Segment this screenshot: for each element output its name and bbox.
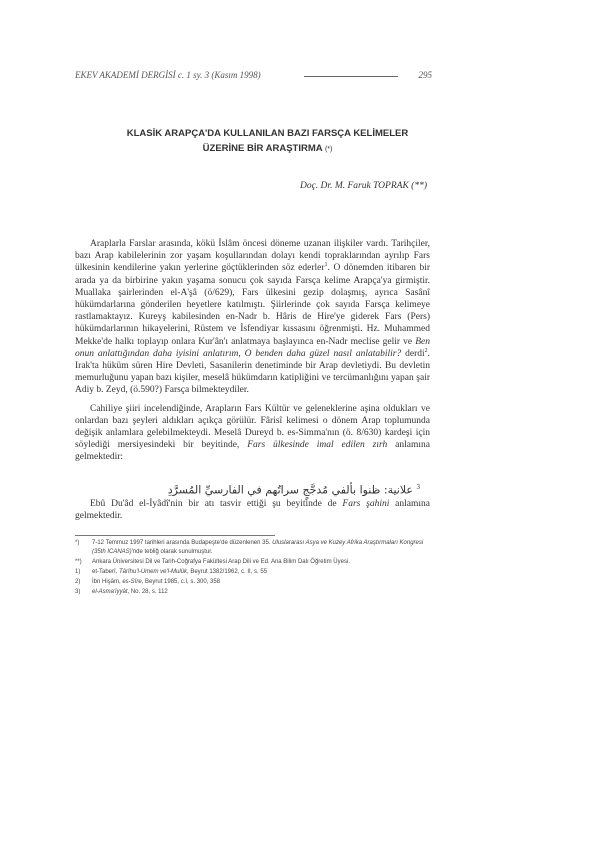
article-title bbox=[95, 126, 440, 157]
p2-text-b: anlamına gelmektedir: bbox=[75, 440, 430, 463]
paragraph-2 bbox=[75, 403, 430, 464]
footnote-ref-2: 2 bbox=[424, 347, 428, 354]
title-line-2 bbox=[95, 141, 440, 157]
p1-text-d: . Irak'ta hüküm süren Hire Devleti, Sasanilerin denetiminde bir Arap devletiydi. Bu devletin memurluğunu yapan bazı kişiler, meselâ hükümdarın katipliğini ve tercümanlığını yapan şair Adiy b. Zeyd, (ö.590?) Farsça bilmekteydiler. bbox=[75, 348, 430, 396]
p3-quote: Fars şahini bbox=[342, 499, 390, 509]
footnote bbox=[75, 539, 435, 556]
footnotes bbox=[75, 539, 435, 598]
p1-text-b: . O dönemden itibaren bir arada ya da birbirine yakın yaşama sonucu çok sayıda Farsça kelime Arapça'ya girmiştir. Muallaka şairlerinden el-A'şâ (ö/629), Fars ülkesini gezip dolaşmış, ayrıca Sasânî hükümdarlarına gönderilen heyetlere katılmıştı. Şiirlerinde çok sayıda Farsça kelimeye rastlamaktayız. Kureyş kabilesinden en-Nadr b. Hâris de Hire'ye giderek Fars (Pers) hükümdarlarının hikayelerini, Rüstem ve İsfendiyar kıssasını öğrenmişti. Hz. Muhammed Mekke'de halkı toplayıp onlara Kur'ân'ı anlatmaya başlayınca en-Nadr meclise gelir ve bbox=[75, 263, 430, 347]
footnote-mark: 2) bbox=[75, 578, 81, 585]
footnote-text: İbn Hişâm, bbox=[92, 578, 123, 585]
footnote bbox=[75, 568, 435, 577]
p1-text-a: Araplarla Farslar arasında, kökü İslâm öncesi döneme uzanan ilişkiler vardı. Tarihçiler, bazı Arap kabilelerinin zor yaşam koşullarından dolayı kendi topraklarından ayrılıp Fars ülkesinin kendilerine yakın yerlerine göçtüklerinden söz ederler bbox=[75, 239, 430, 274]
title-line-2-text: ÜZERİNE BİR ARAŞTIRMA bbox=[202, 143, 323, 154]
p2-text-a: Cahiliye şiiri incelendiğinde, Arapların Fars Kültür ve geleneklerine aşina oldukları ve onlardan bazı şeyleri aldıkları açıkça görülür. Fârisî kelimesi o dönem Arap toplumunda değişik anlamlara gelebilmekteydi. Meselâ Dureyd b. es-Simma'nın (ö. 8/630) kardeşi için söylediği mersiyesindeki bir beyitinde, bbox=[75, 403, 430, 451]
footnote-text-end: , Beyrut 1382/1962, c. II, s. 55 bbox=[186, 568, 268, 575]
footnote-italic: Uluslararası Asya ve Kuzey Afrika Araştırmaları Kongresi (35th ICANAS) bbox=[92, 540, 424, 555]
footnote-ref-1: 1 bbox=[324, 262, 328, 269]
footnote-text-end: , No. 28, s. 112 bbox=[127, 588, 168, 595]
footnote bbox=[75, 578, 435, 587]
footnote-text-end: , Beyrut 1985, c.I, s. 300, 358 bbox=[141, 578, 221, 585]
page-number: 295 bbox=[418, 70, 432, 80]
p3-text-b: anlamına gelmektedir. bbox=[75, 499, 430, 522]
footnote-text-end: 'nde tebliğ olarak sunulmuştur. bbox=[131, 548, 213, 555]
footnote-italic: es-Sîre bbox=[122, 578, 142, 585]
running-head bbox=[75, 70, 432, 84]
footnote-mark: *) bbox=[75, 540, 80, 546]
p2-quote: Fars ülkesinde imal edilen zırh bbox=[247, 440, 388, 451]
footnote-text: et-Taberî, bbox=[92, 568, 120, 575]
verse-footnote-ref: 3 bbox=[416, 483, 420, 491]
title-footnote-mark: (*) bbox=[324, 146, 333, 153]
paragraph-1 bbox=[75, 238, 430, 397]
paragraph-3 bbox=[75, 498, 430, 522]
footnote-mark: **) bbox=[75, 558, 82, 565]
author-byline: Doç. Dr. M. Faruk TOPRAK (**) bbox=[299, 181, 427, 191]
footnote-mark: 3) bbox=[75, 588, 81, 595]
footnote-italic: el-Asma'iyyât bbox=[92, 588, 128, 595]
footnote-italic: Târîhu'l-Umem ve'l-Mulûk bbox=[119, 568, 187, 575]
p1-text-c: derdi bbox=[401, 348, 425, 359]
arabic-verse bbox=[167, 483, 420, 499]
verse-text: علانية: ظنوا بألفي مُدجَّجٍ سراتُهم في الفارسيِّ المُسرَّدِ bbox=[167, 483, 413, 497]
journal-citation: EKEV AKADEMİ DERGİSİ c. 1 sy. 3 (Kasım 1998) bbox=[75, 70, 261, 80]
footnote-mark: 1) bbox=[75, 568, 81, 575]
article-body bbox=[75, 238, 430, 464]
footnote bbox=[75, 558, 435, 567]
footnote-text: Ankara Üniversitesi Dil ve Tarih-Coğrafya Fakültesi Arap Dili ve Ed. Ana Bilim Dalı Öğretim Üyesi. bbox=[92, 558, 350, 565]
p3-text-a: Ebû Du'âd el-İyâdî'nin bir atı tasvir ettiği şu beyitinde de bbox=[90, 499, 343, 509]
footnote bbox=[75, 588, 435, 597]
p1-quote: Ben onun anlattığından daha iyisini anlatırım, O benden daha güzel nasıl anlatabilir? bbox=[75, 336, 430, 359]
footnote-text: 7-12 Temmuz 1997 tarihleri arasında Budapeşte'de düzenlenen 35. bbox=[92, 540, 273, 546]
title-line-1: KLASİK ARAPÇA'DA KULLANILAN BAZI FARSÇA KELİMELER bbox=[126, 128, 409, 139]
footnote-rule bbox=[75, 535, 275, 536]
header-rule bbox=[304, 76, 398, 77]
